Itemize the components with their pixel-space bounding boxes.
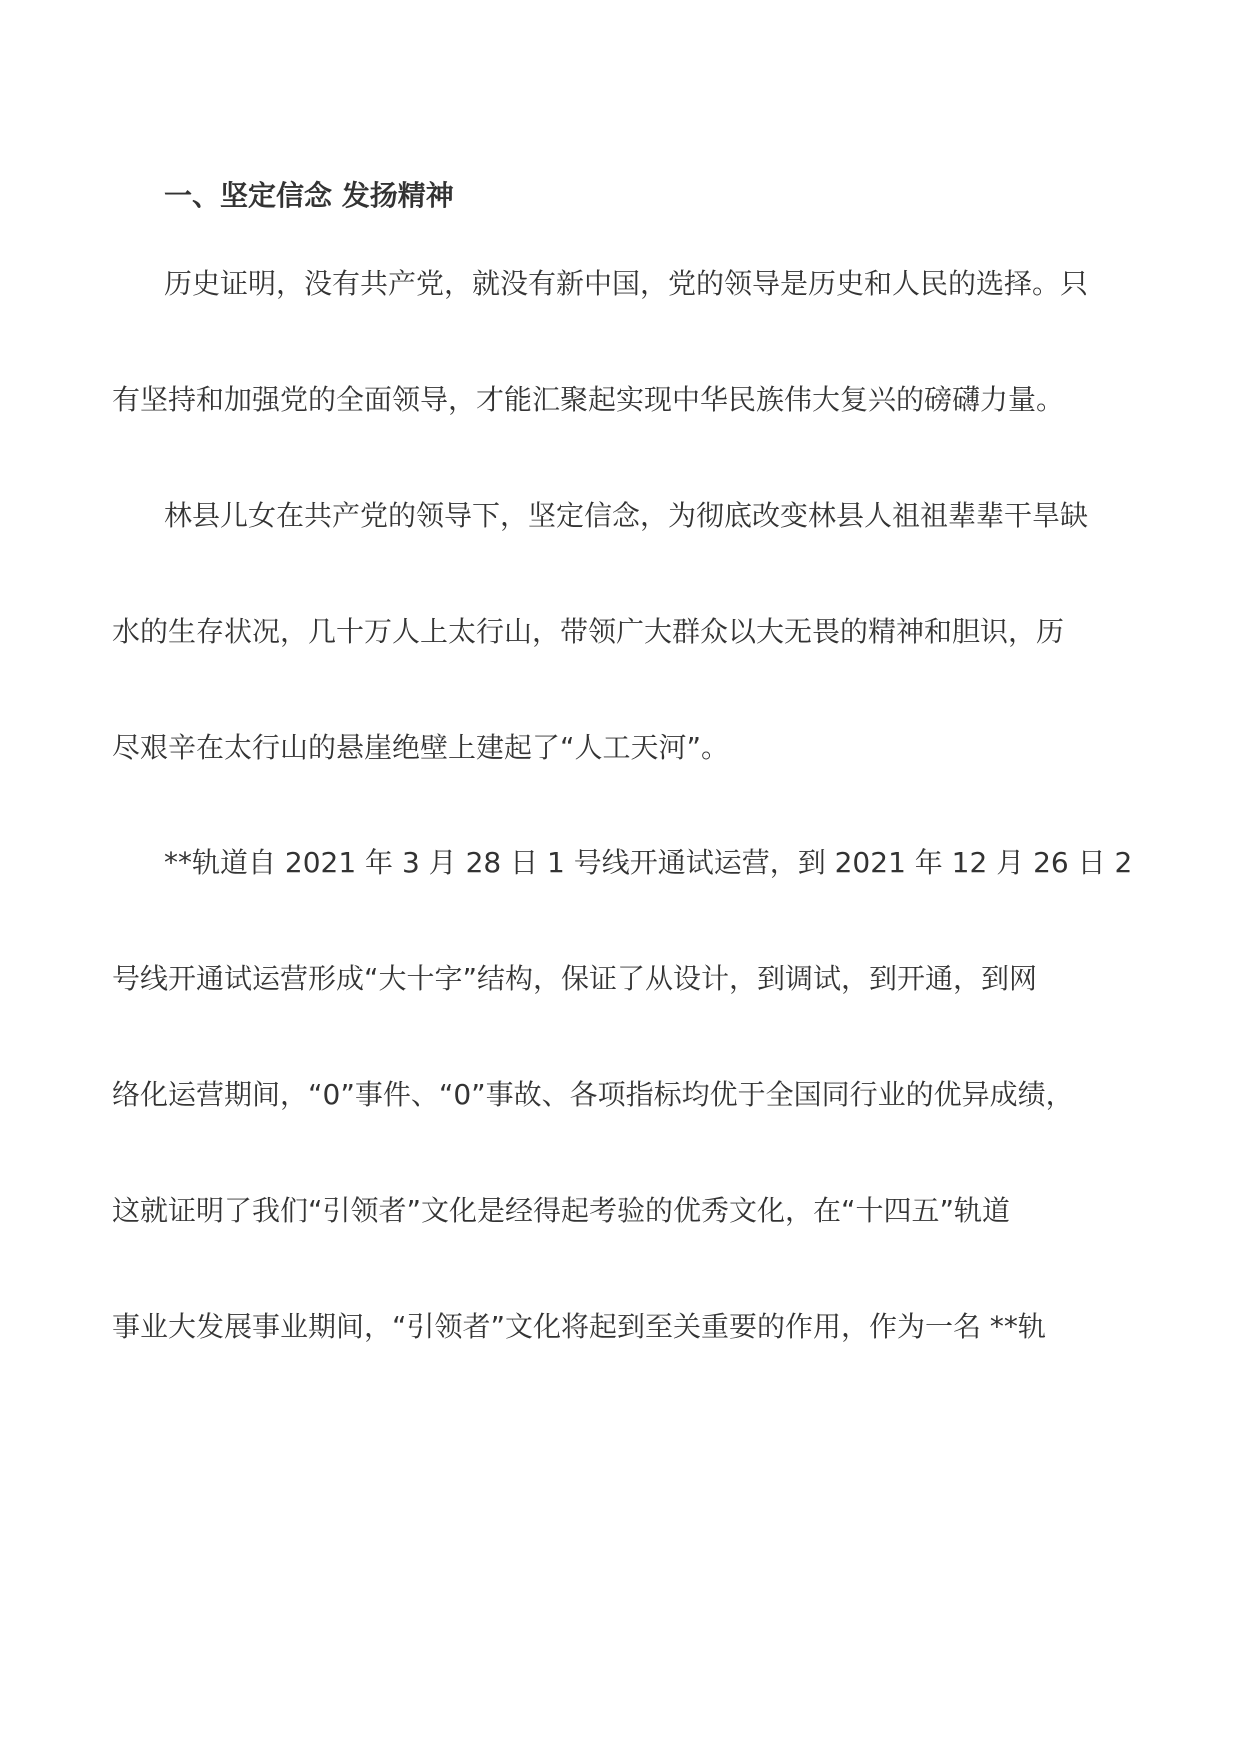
paragraph-line: 事业大发展事业期间，“引领者”文化将起到至关重要的作用，作为一名 **轨 <box>112 1310 1046 1343</box>
paragraph-line: 这就证明了我们“引领者”文化是经得起考验的优秀文化，在“十四五”轨道 <box>112 1194 1011 1227</box>
section-heading: 一、坚定信念 发扬精神 <box>164 179 454 212</box>
paragraph-line: 号线开通试运营形成“大十字”结构，保证了从设计，到调试，到开通，到网 <box>112 962 1038 995</box>
paragraph-line: 络化运营期间，“0”事件、“0”事故、各项指标均优于全国同行业的优异成绩， <box>112 1078 1074 1111</box>
paragraph-line: 林县儿女在共产党的领导下，坚定信念，为彻底改变林县人祖祖辈辈干旱缺 <box>164 499 1089 532</box>
paragraph-line: 历史证明，没有共产党，就没有新中国，党的领导是历史和人民的选择。只 <box>164 267 1089 300</box>
paragraph-line: 水的生存状况，几十万人上太行山，带领广大群众以大无畏的精神和胆识，历 <box>112 615 1065 648</box>
paragraph-line: 有坚持和加强党的全面领导，才能汇聚起实现中华民族伟大复兴的磅礴力量。 <box>112 383 1065 416</box>
paragraph-line: 尽艰辛在太行山的悬崖绝壁上建起了“人工天河”。 <box>112 731 730 764</box>
paragraph-line: **轨道自 2021 年 3 月 28 日 1 号线开通试运营，到 2021 年 12 月 26 日 2 <box>164 846 1133 879</box>
